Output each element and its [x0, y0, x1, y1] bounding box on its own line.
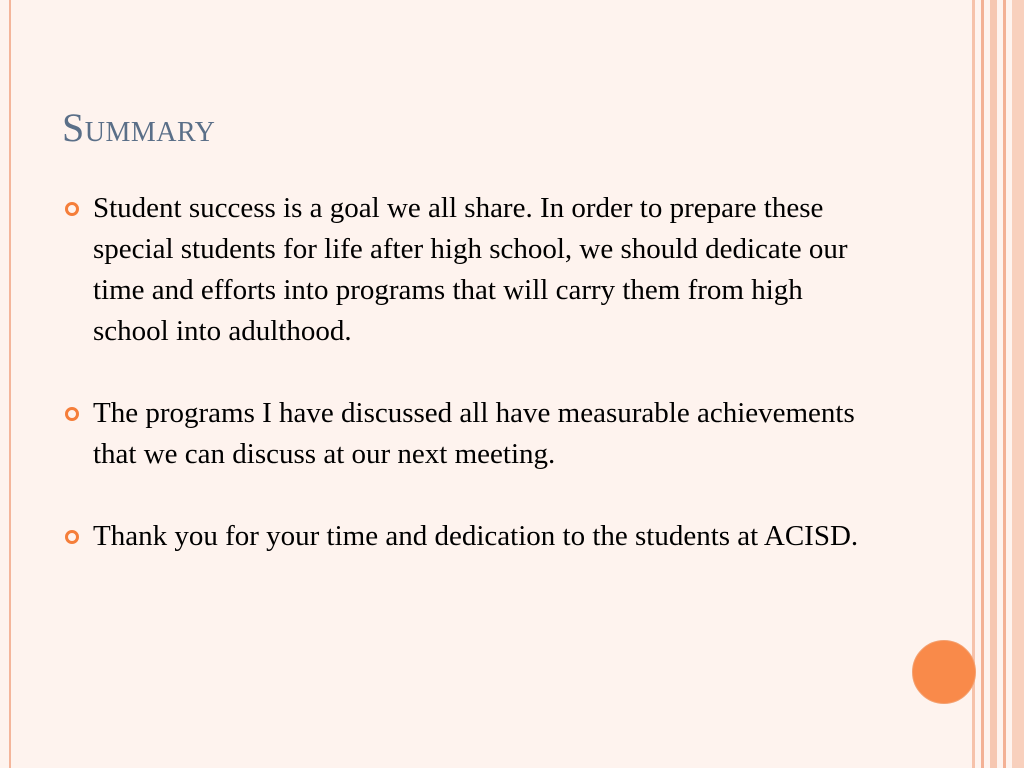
bullet-item	[62, 393, 862, 475]
bullet-text: Thank you for your time and dedication to the students at ACISD.	[93, 520, 859, 552]
bullet-item	[62, 516, 862, 557]
stripe	[1012, 0, 1024, 768]
bullet-list	[62, 188, 862, 557]
circle-bullet-icon	[65, 407, 79, 421]
circle-bullet-icon	[65, 202, 79, 216]
left-border-rule	[9, 0, 11, 768]
stripe	[981, 0, 984, 768]
orange-circle-icon	[912, 640, 976, 704]
stripe	[1003, 0, 1006, 768]
circle-bullet-icon	[65, 530, 79, 544]
slide-title: Summary	[62, 105, 216, 150]
bullet-text: The programs I have discussed all have measurable achievements that we can discuss at our next meeting.	[93, 397, 855, 470]
right-decorative-stripes	[972, 0, 1024, 768]
bullet-item	[62, 188, 862, 352]
stripe	[972, 0, 975, 768]
stripe	[990, 0, 997, 768]
bullet-text: Student success is a goal we all share. In order to prepare these special students for life after high school, we should dedicate our time and efforts into programs that will carry them from high school into adulthood.	[93, 192, 848, 347]
